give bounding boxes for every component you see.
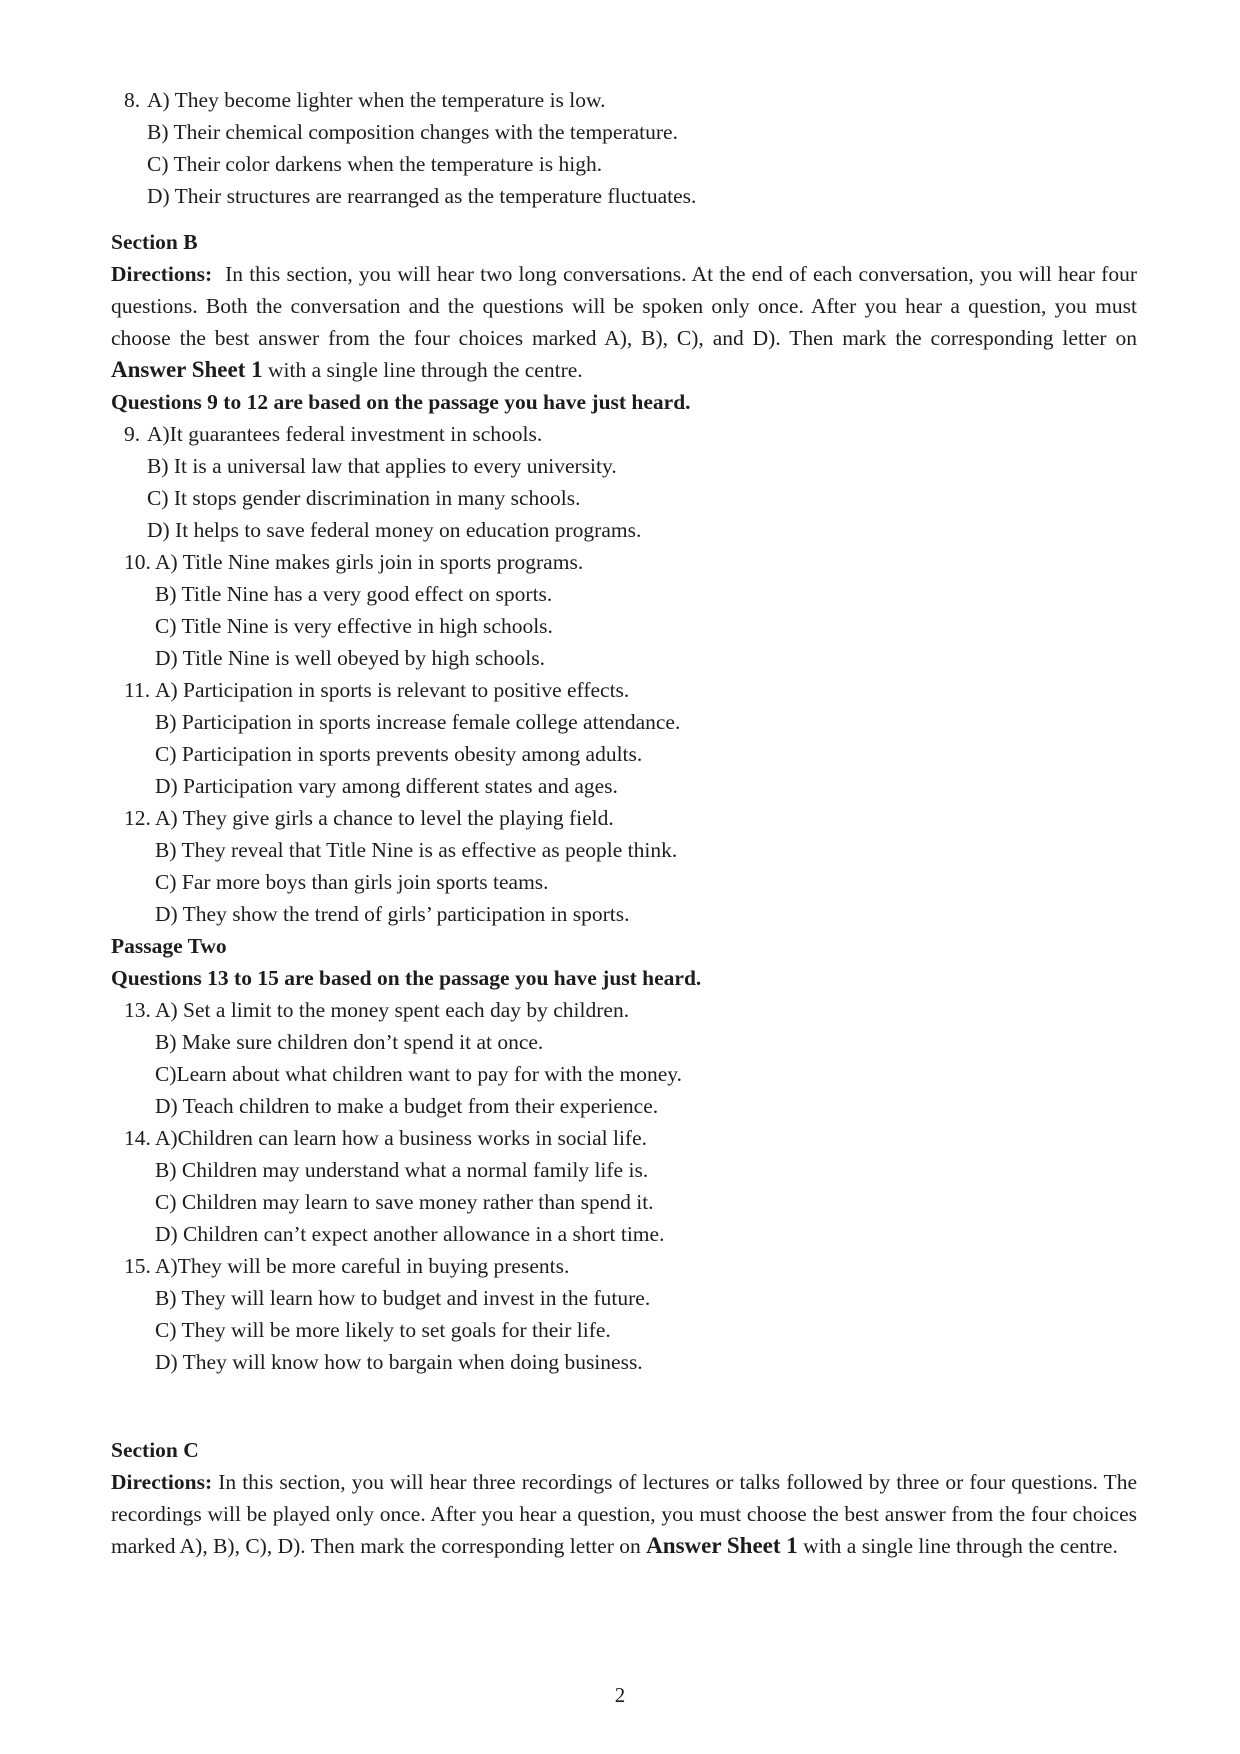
question-11 — [124, 674, 1137, 802]
question-8 — [124, 84, 1137, 212]
question-15-line-a — [124, 1250, 1137, 1282]
question-9-option-d: D) It helps to save federal money on education programs. — [147, 518, 642, 542]
question-12-option-c: C) Far more boys than girls join sports teams. — [155, 870, 549, 894]
exam-content — [111, 84, 1137, 1562]
question-14-number: 14. — [124, 1126, 151, 1150]
question-11-option-a: A) Participation in sports is relevant to positive effects. — [155, 678, 630, 702]
question-15-option-c: C) They will be more likely to set goals for their life. — [155, 1318, 611, 1342]
question-10-number: 10. — [124, 550, 151, 574]
question-9-number: 9. — [124, 422, 141, 446]
question-9-line-a — [124, 418, 1137, 450]
question-12-option-a: A) They give girls a chance to level the playing field. — [155, 806, 614, 830]
question-9-option-c: C) It stops gender discrimination in many schools. — [147, 486, 581, 510]
question-8-number: 8. — [124, 88, 141, 112]
question-10-line-a — [124, 546, 1137, 578]
section-b-directions-label: Directions: — [111, 262, 213, 286]
question-14 — [124, 1122, 1137, 1250]
section-b-directions-body: In this section, you will hear two long conversations. At the end of each conversation, you will hear four questions. Both the conversation and the questions will be spoken only once. After you hear a question, you must choose the best answer from the four choices marked A), B), C), and D). Then mark the corresponding letter on — [111, 262, 1137, 350]
answer-sheet-reference: Answer Sheet 1 — [646, 1533, 798, 1558]
question-8-option-d: D) Their structures are rearranged as the temperature fluctuates. — [147, 184, 697, 208]
question-15-option-d: D) They will know how to bargain when doing business. — [155, 1350, 643, 1374]
question-8-line-a — [124, 84, 1137, 116]
question-12-line-a — [124, 802, 1137, 834]
question-11-option-b: B) Participation in sports increase female college attendance. — [155, 710, 681, 734]
section-c-directions-tail: with a single line through the centre. — [797, 1534, 1118, 1558]
question-15-option-a: A)They will be more careful in buying presents. — [155, 1254, 570, 1278]
question-13 — [124, 994, 1137, 1122]
question-13-option-c: C)Learn about what children want to pay for with the money. — [155, 1062, 682, 1086]
section-b-heading: Section B — [111, 230, 198, 254]
question-8-option-b: B) Their chemical composition changes with the temperature. — [147, 120, 678, 144]
question-10-option-c: C) Title Nine is very effective in high schools. — [155, 614, 553, 638]
section-c-directions — [111, 1466, 1137, 1562]
question-14-line-a — [124, 1122, 1137, 1154]
question-14-option-b: B) Children may understand what a normal family life is. — [155, 1158, 649, 1182]
section-c-directions-label: Directions: — [111, 1470, 213, 1494]
question-8-option-c: C) Their color darkens when the temperature is high. — [147, 152, 603, 176]
question-15-option-b: B) They will learn how to budget and invest in the future. — [155, 1286, 651, 1310]
question-15 — [124, 1250, 1137, 1378]
question-13-option-d: D) Teach children to make a budget from their experience. — [155, 1094, 659, 1118]
question-13-option-b: B) Make sure children don’t spend it at once. — [155, 1030, 544, 1054]
question-12 — [124, 802, 1137, 930]
question-9-option-b: B) It is a universal law that applies to every university. — [147, 454, 617, 478]
section-b-directions-tail: with a single line through the centre. — [262, 358, 583, 382]
question-10-option-a: A) Title Nine makes girls join in sports programs. — [155, 550, 584, 574]
question-12-number: 12. — [124, 806, 151, 830]
question-11-option-c: C) Participation in sports prevents obesity among adults. — [155, 742, 643, 766]
question-10 — [124, 546, 1137, 674]
question-11-option-d: D) Participation vary among different states and ages. — [155, 774, 618, 798]
question-10-option-b: B) Title Nine has a very good effect on sports. — [155, 582, 553, 606]
answer-sheet-reference: Answer Sheet 1 — [111, 357, 263, 382]
question-13-line-a — [124, 994, 1137, 1026]
question-12-option-b: B) They reveal that Title Nine is as effective as people think. — [155, 838, 678, 862]
question-14-option-d: D) Children can’t expect another allowance in a short time. — [155, 1222, 665, 1246]
section-c-heading: Section C — [111, 1438, 199, 1462]
question-11-line-a — [124, 674, 1137, 706]
question-14-option-c: C) Children may learn to save money rather than spend it. — [155, 1190, 654, 1214]
question-14-option-a: A)Children can learn how a business works in social life. — [155, 1126, 647, 1150]
question-9 — [124, 418, 1137, 546]
question-9-option-a: A)It guarantees federal investment in schools. — [147, 422, 543, 446]
passage-one-questions-heading: Questions 9 to 12 are based on the passage you have just heard. — [111, 390, 691, 414]
question-10-option-d: D) Title Nine is well obeyed by high schools. — [155, 646, 545, 670]
question-13-number: 13. — [124, 998, 151, 1022]
page-number: 2 — [614, 1683, 626, 1707]
question-13-option-a: A) Set a limit to the money spent each day by children. — [155, 998, 630, 1022]
question-11-number: 11. — [124, 678, 151, 702]
section-b-directions — [111, 258, 1137, 386]
question-15-number: 15. — [124, 1254, 151, 1278]
section-c-directions-body: In this section, you will hear three recordings of lectures or talks followed by three or four questions. The recordings will be played only once. After you hear a question, you must choose the best answer from the four choices marked A), B), C), D). Then mark the corresponding letter on — [111, 1470, 1137, 1558]
passage-two-questions-heading: Questions 13 to 15 are based on the passage you have just heard. — [111, 966, 702, 990]
question-8-option-a: A) They become lighter when the temperature is low. — [147, 88, 606, 112]
question-12-option-d: D) They show the trend of girls’ participation in sports. — [155, 902, 630, 926]
passage-two-heading: Passage Two — [111, 934, 227, 958]
